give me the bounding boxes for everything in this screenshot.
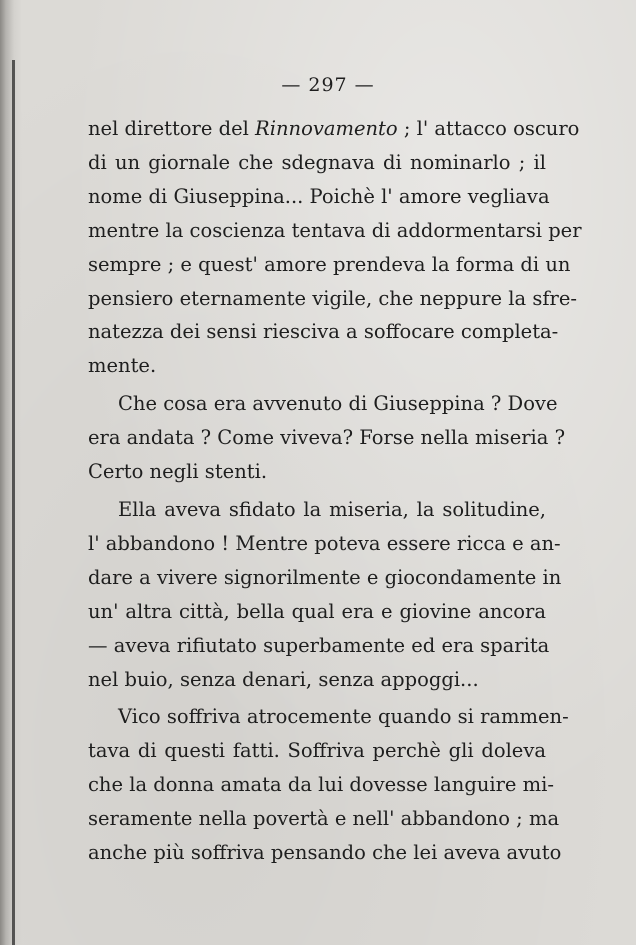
- body-text: [88, 112, 582, 870]
- text-line: — aveva rifiutato superbamente ed era sparita: [88, 633, 550, 657]
- text-line: mentre la coscienza tentava di addormentarsi per: [88, 218, 582, 242]
- paragraph-1: [88, 112, 582, 383]
- text-line: nel buio, senza denari, senza appoggi...: [88, 667, 479, 691]
- text-line: Che cosa era avvenuto di Giuseppina ? Dove: [118, 392, 558, 416]
- page-binding-shadow: [0, 0, 22, 945]
- text-line: di un giornale che sdegnava di nominarlo ; il: [88, 150, 546, 174]
- text-line: era andata ? Come viveva? Forse nella miseria ?: [88, 426, 566, 450]
- text-line: Vico soffriva atrocemente quando si rammen-: [118, 705, 569, 729]
- text-line: nel direttore del Rinnovamento ; l' attacco oscuro: [88, 117, 580, 140]
- page-number: — 297 —: [281, 74, 375, 96]
- paragraph-3: [88, 493, 562, 696]
- text-line: Certo negli stenti.: [88, 460, 268, 484]
- italic-title: Rinnovamento: [255, 117, 398, 140]
- text-line: nome di Giuseppina... Poichè l' amore vegliava: [88, 184, 550, 208]
- text-line: anche più soffriva pensando che lei aveva avuto: [88, 841, 562, 865]
- paragraph-2: [88, 387, 566, 489]
- text-line: seramente nella povertà e nell' abbandono ; ma: [88, 807, 560, 831]
- page-binding-line: [12, 60, 15, 945]
- text-line: un' altra città, bella qual era e giovine ancora: [88, 599, 546, 623]
- text-line: l' abbandono ! Mentre poteva essere ricca e an-: [88, 531, 561, 555]
- text-line: sempre ; e quest' amore prendeva la forma di un: [88, 252, 571, 276]
- text-line: natezza dei sensi riesciva a soffocare completa-: [88, 320, 559, 344]
- paragraph-4: [88, 700, 569, 870]
- text-line: Ella aveva sfidato la miseria, la solitudine,: [118, 497, 546, 521]
- text-line: mente.: [88, 354, 157, 378]
- text-line: dare a vivere signorilmente e giocondamente in: [88, 565, 562, 589]
- text-line: pensiero eternamente vigile, che neppure la sfre-: [88, 286, 577, 310]
- text-line: tava di questi fatti. Soffriva perchè gli doleva: [88, 739, 546, 763]
- text-line: che la donna amata da lui dovesse languire mi-: [88, 773, 554, 797]
